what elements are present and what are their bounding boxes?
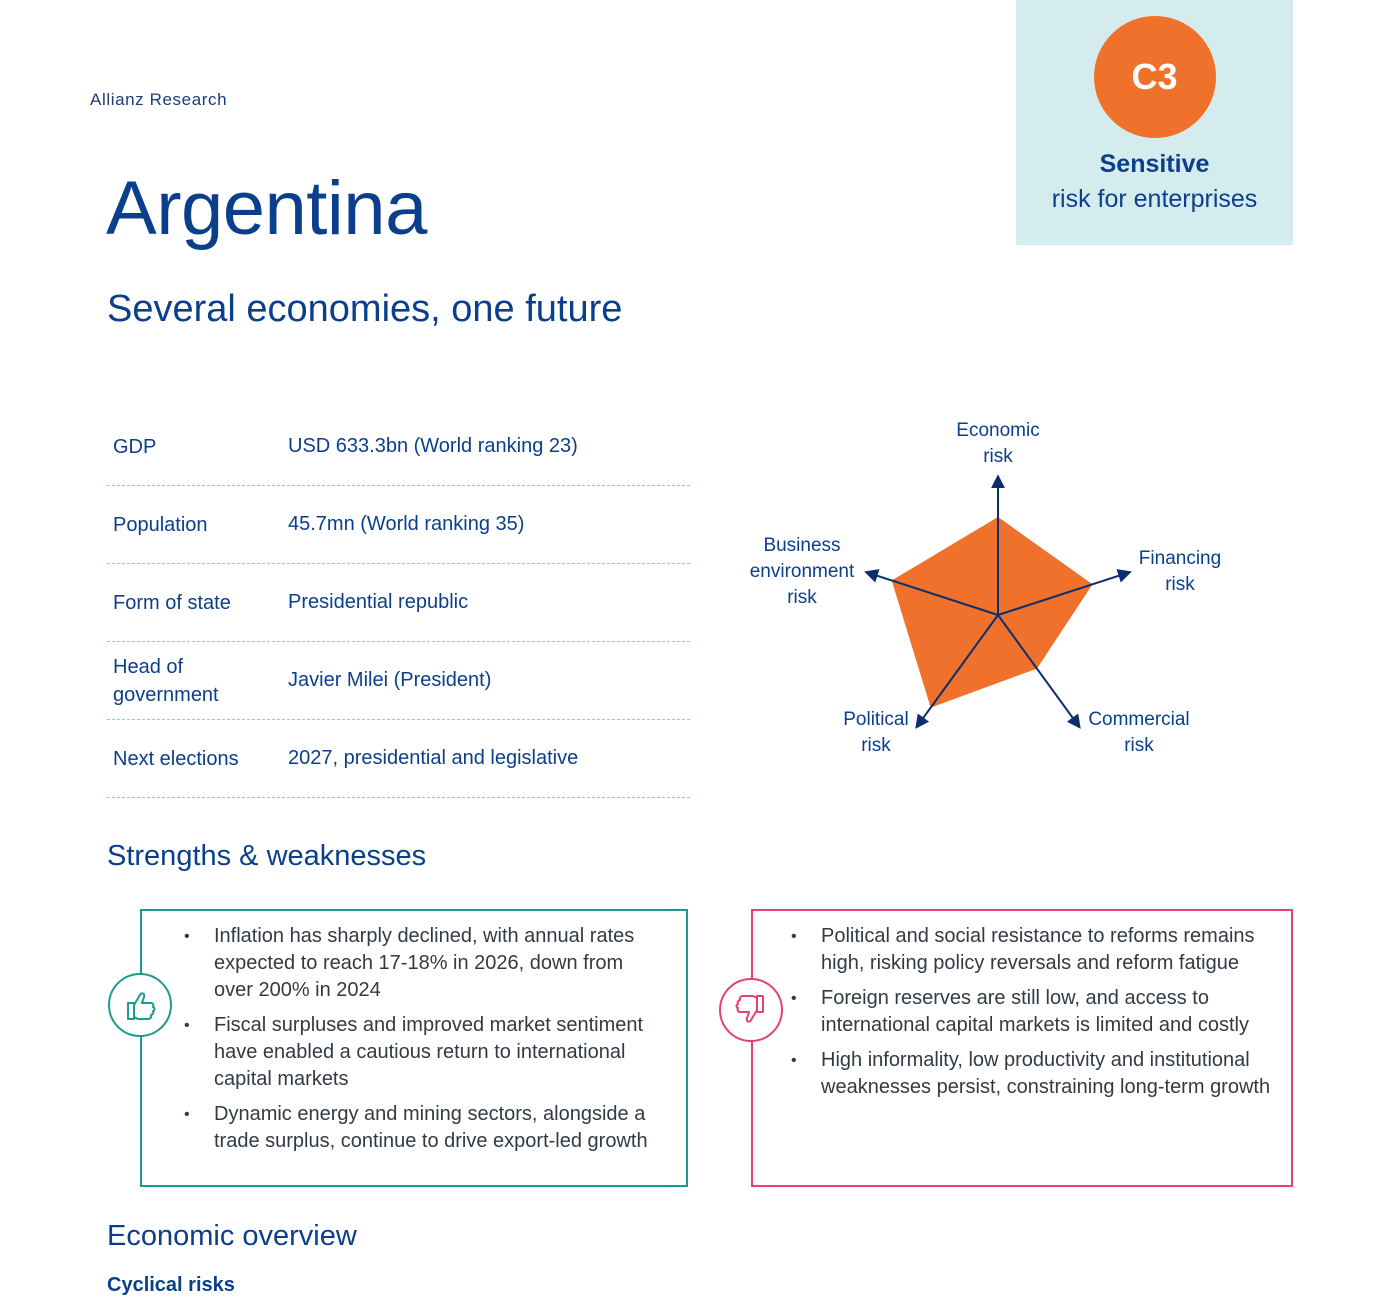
risk-radar-chart [730, 410, 1250, 770]
thumbs-down-icon [719, 978, 783, 1042]
fact-row [107, 720, 690, 798]
rating-level: Sensitive [1099, 150, 1210, 178]
brand-name: Allianz Research [90, 90, 228, 109]
radar-axis-label: Political risk [843, 709, 909, 756]
fact-value: Javier Milei (President) [288, 669, 492, 691]
fact-row [107, 564, 690, 642]
weakness-item: • High informality, low productivity and institutional weaknesses persist, constraining long-term growth [821, 1047, 1271, 1101]
weakness-item: • Political and social resistance to reforms remains high, risking policy reversals and reform fatigue [821, 923, 1271, 977]
page-title: Argentina [106, 166, 427, 251]
strength-item: • Dynamic energy and mining sectors, alongside a trade surplus, continue to drive export-led growth [214, 1101, 666, 1155]
radar-axis-label: Commercial risk [1088, 709, 1190, 756]
strength-item: • Fiscal surpluses and improved market sentiment have enabled a cautious return to international capital markets [214, 1012, 666, 1093]
fact-label: Population [113, 513, 208, 536]
fact-row [107, 486, 690, 564]
risk-rating-panel [1016, 0, 1293, 245]
radar-axis-label: Economic risk [956, 420, 1040, 467]
economic-overview-heading: Economic overview [107, 1220, 357, 1252]
fact-label: Next elections [113, 747, 239, 770]
radar-axis-label: Financing risk [1138, 548, 1222, 595]
weakness-item: • Foreign reserves are still low, and access to international capital markets is limited and costly [821, 985, 1271, 1039]
fact-label: Head of government [113, 655, 219, 706]
rating-description: risk for enterprises [1051, 185, 1258, 213]
thumbs-up-icon [108, 973, 172, 1037]
fact-value: 45.7mn (World ranking 35) [288, 513, 525, 535]
weaknesses-box [751, 909, 1293, 1187]
fact-value: Presidential republic [288, 591, 469, 613]
cyclical-risks-heading: Cyclical risks [107, 1274, 235, 1296]
fact-label: Form of state [113, 591, 231, 614]
page-subtitle: Several economies, one future [107, 288, 623, 330]
key-facts-table [107, 408, 690, 798]
radar-axis-label: Business environment risk [749, 535, 855, 608]
strengths-box [140, 909, 688, 1187]
fact-value: 2027, presidential and legislative [288, 747, 579, 769]
strengths-weaknesses-heading: Strengths & weaknesses [107, 840, 427, 872]
fact-label: GDP [113, 435, 157, 458]
fact-row [107, 642, 690, 720]
fact-row [107, 408, 690, 486]
rating-badge: C3 [1094, 16, 1216, 138]
fact-value: USD 633.3bn (World ranking 23) [288, 435, 578, 457]
strength-item: • Inflation has sharply declined, with annual rates expected to reach 17-18% in 2026, down from over 200% in 2024 [214, 923, 666, 1004]
